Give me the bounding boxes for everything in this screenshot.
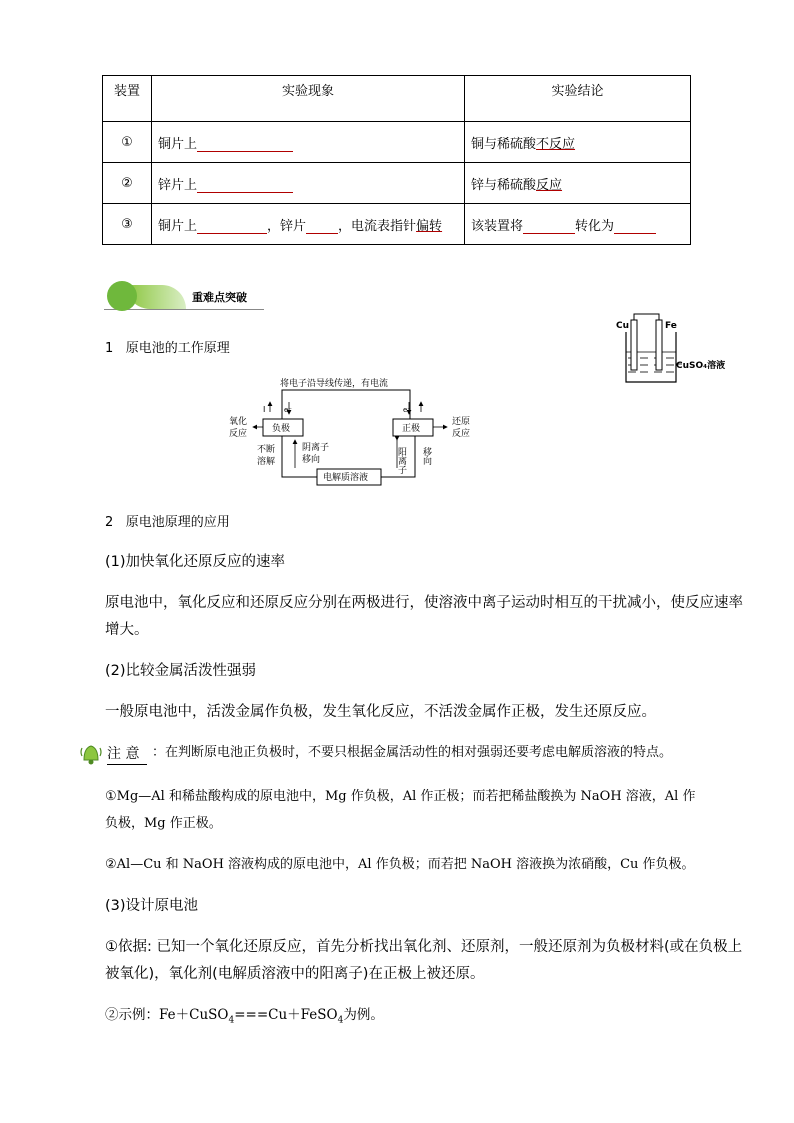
table-row: [103, 163, 691, 204]
answer-blank[interactable]: [523, 219, 575, 234]
positive-electrode-label: 正极: [402, 424, 421, 434]
phenomenon-text: ，锌片: [267, 218, 307, 234]
galvanic-cell-apparatus: [612, 312, 752, 387]
dissolve-label: 溶解: [257, 457, 276, 467]
example-text: ②示例：Fe＋CuSO: [105, 1007, 229, 1023]
anion-label: 阴离子: [302, 443, 330, 453]
phenomenon-text: 铜片上: [158, 218, 198, 234]
conclusion-text: 铜与稀硫酸: [471, 136, 537, 152]
table-row: [103, 122, 691, 163]
phenomenon-text: ，电流表指针: [338, 218, 417, 234]
negative-electrode-label: 负极: [272, 424, 291, 434]
phenomenon-cell: [152, 204, 465, 245]
heading-number: 2: [105, 515, 114, 530]
heading-text: 原电池原理的应用: [125, 515, 230, 530]
phenomenon-cell: [152, 122, 465, 163]
subheading-1: (1)加快氧化还原反应的速率: [105, 554, 286, 570]
note-item-1-line-1: ①Mg—Al 和稀盐酸构成的原电池中，Mg 作负极，Al 作正极；而若把稀盐酸换为 NaOH 溶液，Al 作: [105, 789, 696, 804]
note-text: ：在判断原电池正负极时，不要只根据金属活动性的相对强弱还要考虑电解质溶液的特点。: [152, 745, 673, 760]
paragraph-1-line-2: 增大。: [105, 622, 149, 638]
top-caption: 将电子沿导线传递，有电流: [280, 379, 389, 389]
conclusion-answer: 不反应: [536, 136, 576, 152]
conclusion-cell: [465, 122, 691, 163]
table-row: [103, 204, 691, 245]
header-conclusion: 实验结论: [465, 76, 691, 122]
note-label: 注 意: [107, 743, 147, 765]
phenomenon-cell: [152, 163, 465, 204]
answer-blank[interactable]: [614, 219, 656, 234]
cu-electrode-label: Cu: [616, 321, 630, 331]
example-text: ===Cu＋FeSO: [234, 1007, 338, 1023]
oxidation-label: 氧化: [229, 417, 248, 427]
heading-number: 1: [105, 341, 114, 356]
phenomenon-answer: 偏转: [416, 218, 443, 234]
example-text: 为例。: [343, 1007, 384, 1023]
paragraph-3-line-2: 被氧化)，氧化剂(电解质溶液中的阳离子)在正极上被还原。: [105, 966, 485, 982]
conclusion-answer: 反应: [536, 177, 563, 193]
subscript: 4: [228, 1015, 235, 1026]
phenomenon-text: 铜片上: [158, 136, 198, 152]
conclusion-cell: [465, 163, 691, 204]
electron-mark: e⁻: [403, 406, 412, 414]
heading-1: [105, 337, 230, 356]
reaction-label: 反应: [229, 429, 248, 439]
experiment-table: [102, 75, 691, 245]
electron-mark: e⁻: [284, 406, 293, 414]
row-number: ③: [103, 204, 152, 245]
reaction-label-right: 反应: [452, 429, 471, 439]
note-item-2: ②Al—Cu 和 NaOH 溶液构成的原电池中，Al 作负极；而若把 NaOH 溶液换为浓硝酸，Cu 作负极。: [105, 857, 695, 872]
heading-text: 原电池的工作原理: [125, 341, 230, 356]
conclusion-text: 锌与稀硫酸: [471, 177, 537, 193]
phenomenon-text: 锌片上: [158, 177, 198, 193]
section-tag-circle-icon: [107, 281, 137, 311]
fe-electrode-label: Fe: [665, 321, 677, 331]
example-equation: [105, 1001, 384, 1035]
continuous-label: 不断: [257, 445, 276, 455]
conclusion-cell: [465, 204, 691, 245]
bell-icon: [78, 740, 104, 766]
paragraph-3-line-1: ①依据: 已知一个氧化还原反应，首先分析找出氧化剂、还原剂，一般还原剂为负极材料(或在负极上: [105, 939, 743, 955]
reduction-label: 还原: [452, 417, 471, 427]
answer-blank[interactable]: [197, 137, 293, 152]
paragraph-1-line-1: 原电池中，氧化反应和还原反应分别在两极进行，使溶液中离子运动时相互的干扰减小，使反应速率: [105, 595, 743, 611]
table-header-row: [103, 76, 691, 122]
section-tag: 重难点突破: [192, 291, 247, 304]
note-item-1-line-2: 负极，Mg 作正极。: [105, 816, 222, 831]
current-mark: I: [263, 405, 266, 414]
working-principle-diagram: [225, 372, 490, 492]
subscript: 4: [337, 1015, 344, 1026]
conclusion-text: 转化为: [575, 218, 615, 234]
cation-label: 阳离子: [396, 447, 406, 474]
electrolyte-label: 电解质溶液: [323, 473, 369, 483]
answer-blank[interactable]: [197, 178, 293, 193]
answer-blank[interactable]: [306, 219, 338, 234]
cation-move-label: 移向: [421, 447, 431, 465]
subheading-3: (3)设计原电池: [105, 898, 199, 914]
heading-2: [105, 511, 230, 530]
answer-blank[interactable]: [197, 219, 267, 234]
row-number: ②: [103, 163, 152, 204]
header-apparatus: 装置: [103, 76, 152, 122]
solution-label: CuSO₄溶液: [676, 361, 726, 371]
anion-move-label: 移向: [302, 455, 321, 465]
subheading-2: (2)比较金属活泼性强弱: [105, 663, 257, 679]
paragraph-2: 一般原电池中，活泼金属作负极，发生氧化反应，不活泼金属作正极，发生还原反应。: [105, 704, 656, 720]
row-number: ①: [103, 122, 152, 163]
conclusion-text: 该装置将: [471, 218, 524, 234]
header-phenomenon: 实验现象: [152, 76, 465, 122]
